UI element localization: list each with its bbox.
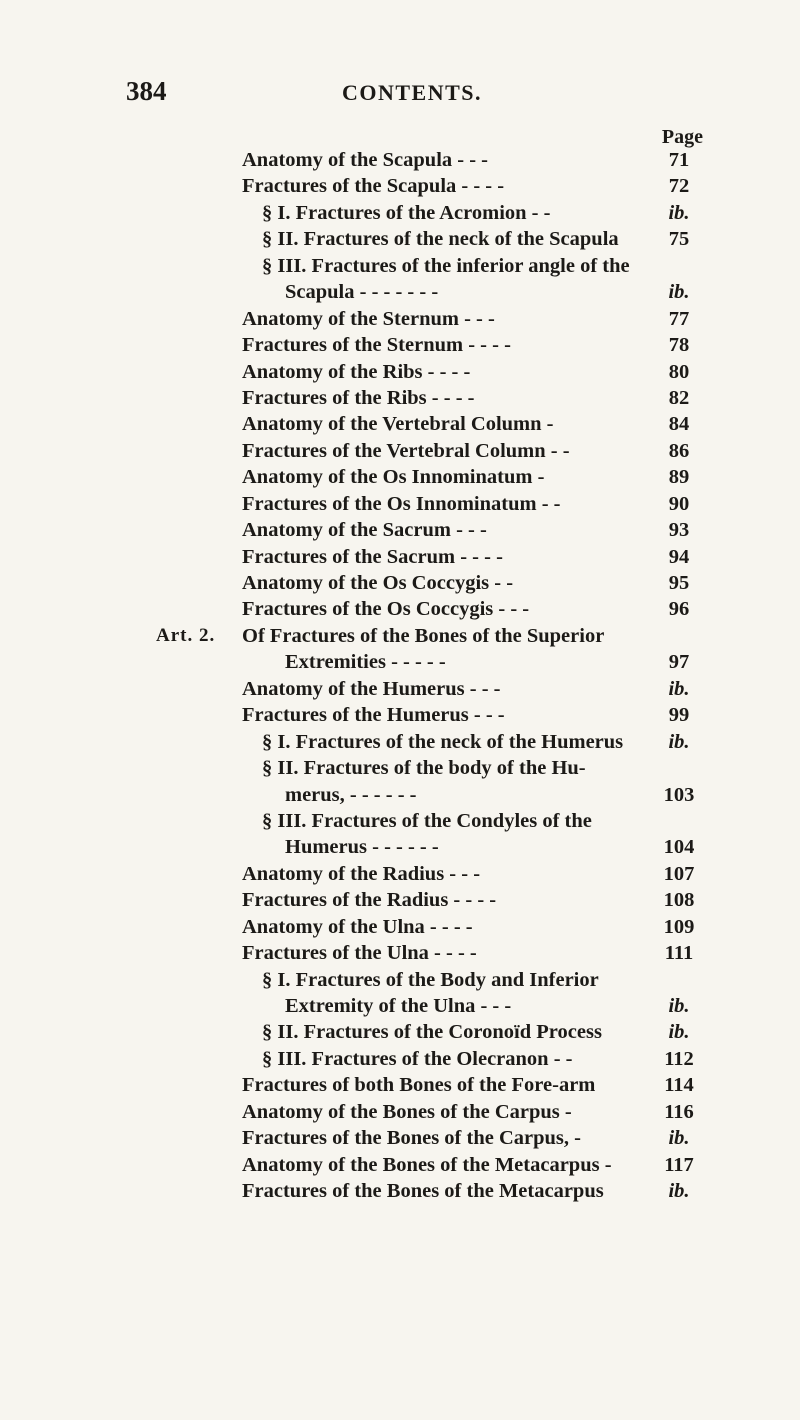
toc-entry xyxy=(242,385,707,411)
toc-entry xyxy=(242,729,707,755)
toc-entry-title: § III. Fractures of the Olecranon - - xyxy=(262,1047,573,1070)
toc-entry-page: 112 xyxy=(664,1047,694,1070)
toc-entry-page: 103 xyxy=(663,783,695,806)
toc-entry-page: ib. xyxy=(668,1127,690,1150)
toc-entry-title: Fractures of the Humerus - - - xyxy=(242,704,505,727)
toc-entry xyxy=(242,808,707,834)
toc-entry-title: Anatomy of the Scapula - - - xyxy=(242,149,488,171)
toc-entry-title: § III. Fractures of the inferior angle of the xyxy=(262,254,630,277)
toc-entry-page: 114 xyxy=(664,1074,694,1097)
toc-entry-title: Fractures of the Sacrum - - - - xyxy=(242,545,503,568)
toc-entry-title: Fractures of the Bones of the Carpus, - xyxy=(242,1127,581,1150)
toc-entry-page: 104 xyxy=(663,836,695,859)
toc-entry xyxy=(242,887,707,913)
toc-entry xyxy=(242,491,707,517)
toc-entry xyxy=(242,755,707,781)
toc-entry-page: 108 xyxy=(663,889,695,912)
toc-entry-title: § III. Fractures of the Condyles of the xyxy=(262,809,592,832)
toc-entry xyxy=(242,1125,707,1151)
toc-entry xyxy=(242,332,707,358)
toc-entry-title: merus, - - - - - - xyxy=(285,783,417,806)
toc-entry xyxy=(242,940,707,966)
toc-entry xyxy=(242,967,707,993)
toc-entry-page: ib. xyxy=(668,1021,690,1044)
toc-entry xyxy=(242,914,707,940)
toc-entry-title: § I. Fractures of the neck of the Humerus xyxy=(262,730,624,753)
toc-entry-page: 72 xyxy=(668,175,690,198)
toc-entry xyxy=(242,676,707,702)
toc-entry-page: 86 xyxy=(668,439,690,462)
running-head: CONTENTS. xyxy=(342,80,483,105)
toc-entry xyxy=(242,200,707,226)
toc-entry xyxy=(242,570,707,596)
toc-entry-title: § II. Fractures of the Coronoïd Process xyxy=(262,1021,602,1044)
toc-entry-page: 78 xyxy=(668,334,690,357)
toc-entry-page: ib. xyxy=(668,995,690,1017)
toc-entry xyxy=(242,411,707,437)
toc-entry-title: Anatomy of the Ribs - - - - xyxy=(242,360,471,383)
toc-entry xyxy=(242,279,707,305)
toc-entry-title: Anatomy of the Ulna - - - - xyxy=(242,915,473,938)
toc-entry-page: 109 xyxy=(663,915,695,938)
toc-entry xyxy=(242,861,707,887)
toc-entry-page: 95 xyxy=(668,572,690,594)
toc-entry xyxy=(242,147,707,173)
toc-entry-title: Fractures of both Bones of the Fore-arm xyxy=(242,1074,596,1097)
toc-header-row xyxy=(242,127,707,147)
toc-entry-page: 75 xyxy=(668,228,690,251)
toc-entry-page: 117 xyxy=(664,1153,694,1176)
page-number: 384 xyxy=(126,76,167,106)
toc-entry-title: Extremity of the Ulna - - - xyxy=(285,995,512,1017)
toc-entry-page: 77 xyxy=(668,307,690,330)
table-of-contents xyxy=(156,126,707,1205)
toc-entry-page: 80 xyxy=(668,360,690,383)
toc-entry xyxy=(242,1099,707,1125)
toc-entry xyxy=(242,1019,707,1045)
toc-entry-page: 111 xyxy=(664,942,694,965)
toc-entry-title: Anatomy of the Bones of the Carpus - xyxy=(242,1100,572,1123)
toc-entry-title: Fractures of the Vertebral Column - - xyxy=(242,439,570,462)
page-header xyxy=(126,76,726,108)
toc-entry-page: ib. xyxy=(668,730,690,753)
toc-entry xyxy=(156,623,707,649)
toc-entry xyxy=(242,253,707,279)
toc-entry-page: 89 xyxy=(668,466,690,489)
toc-entry-page: 90 xyxy=(668,492,690,515)
toc-entry-title: Fractures of the Os Coccygis - - - xyxy=(242,598,530,621)
toc-entry-title: Of Fractures of the Bones of the Superior xyxy=(242,624,605,647)
toc-entry-page: ib. xyxy=(668,281,690,304)
toc-entry-title: Fractures of the Radius - - - - xyxy=(242,889,497,912)
toc-entry xyxy=(242,173,707,199)
toc-entry-page: 116 xyxy=(664,1100,694,1123)
toc-entry xyxy=(242,1178,707,1204)
toc-entry xyxy=(242,226,707,252)
toc-entry xyxy=(242,544,707,570)
toc-entry-page: 93 xyxy=(668,519,690,542)
toc-entry-title: § II. Fractures of the neck of the Scapula xyxy=(262,228,619,251)
toc-entry-page: 107 xyxy=(663,862,695,885)
toc-entry xyxy=(242,993,707,1019)
toc-entry-page: 84 xyxy=(668,413,690,436)
toc-entry-page: 94 xyxy=(668,545,690,568)
toc-entry-title: Scapula - - - - - - - xyxy=(285,281,439,304)
toc-entry xyxy=(242,1072,707,1098)
toc-entry-page: ib. xyxy=(668,1180,690,1203)
toc-entry xyxy=(242,1152,707,1178)
toc-entry xyxy=(242,464,707,490)
toc-entry xyxy=(242,596,707,622)
page-column-label: Page xyxy=(661,126,703,148)
toc-entry-title: Fractures of the Bones of the Metacarpus xyxy=(242,1180,604,1203)
toc-entry-title: Anatomy of the Sternum - - - xyxy=(242,307,495,330)
toc-entry-page: 97 xyxy=(668,651,690,674)
toc-entry-title: Extremities - - - - - xyxy=(285,651,446,674)
toc-entry-page: ib. xyxy=(668,677,690,700)
toc-entry-title: Anatomy of the Radius - - - xyxy=(242,862,481,885)
toc-entry-title: Anatomy of the Humerus - - - xyxy=(242,677,501,700)
toc-entry xyxy=(242,359,707,385)
toc-entries xyxy=(156,147,707,1205)
toc-entry-page: 99 xyxy=(668,704,690,727)
toc-entry xyxy=(242,834,707,860)
toc-entry xyxy=(242,517,707,543)
toc-entry-title: § II. Fractures of the body of the Hu- xyxy=(262,757,586,780)
toc-entry-title: Fractures of the Sternum - - - - xyxy=(242,334,511,357)
toc-entry xyxy=(242,649,707,675)
toc-entry-title: Anatomy of the Sacrum - - - xyxy=(242,519,487,542)
toc-entry-title: Anatomy of the Bones of the Metacarpus - xyxy=(242,1153,612,1176)
toc-entry xyxy=(242,306,707,332)
toc-entry-page: 82 xyxy=(668,386,690,409)
toc-entry xyxy=(242,702,707,728)
toc-entry-title: § I. Fractures of the Acromion - - xyxy=(262,201,551,224)
toc-entry xyxy=(242,1046,707,1072)
toc-entry xyxy=(242,782,707,808)
toc-entry-title: Anatomy of the Os Innominatum - xyxy=(242,466,545,489)
toc-entry-title: Anatomy of the Vertebral Column - xyxy=(242,413,554,436)
toc-entry-title: Fractures of the Scapula - - - - xyxy=(242,175,505,198)
toc-entry-title: Fractures of the Os Innominatum - - xyxy=(242,492,561,515)
toc-entry-title: Fractures of the Ribs - - - - xyxy=(242,386,475,409)
toc-entry-title: Humerus - - - - - - xyxy=(285,836,439,859)
toc-entry xyxy=(242,438,707,464)
toc-entry-title: Anatomy of the Os Coccygis - - xyxy=(242,572,514,594)
article-label: Art. 2. xyxy=(156,624,216,646)
toc-entry-title: Fractures of the Ulna - - - - xyxy=(242,942,477,965)
toc-entry-page: 96 xyxy=(668,598,690,621)
toc-entry-title: § I. Fractures of the Body and Inferior xyxy=(262,968,599,991)
toc-entry-page: 71 xyxy=(668,149,690,171)
toc-entry-page: ib. xyxy=(668,201,690,224)
